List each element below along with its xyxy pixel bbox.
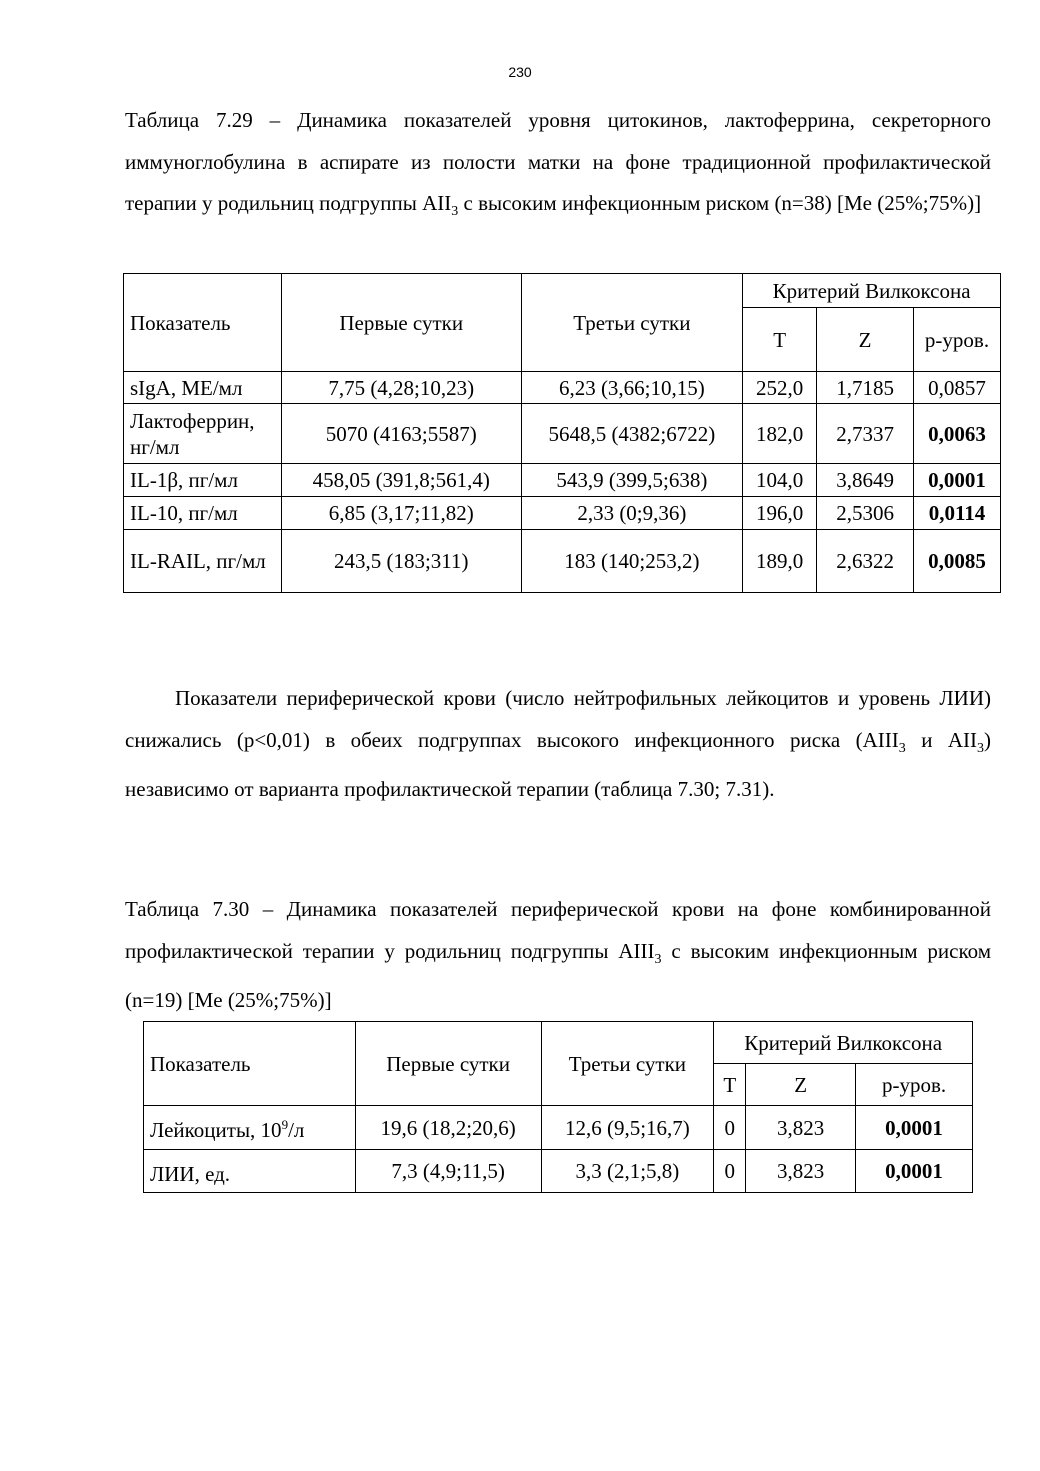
cell-day3: 2,33 (0;9,36) — [521, 497, 743, 530]
table-7-30 — [143, 1021, 973, 1193]
caption-subscript: 3 — [451, 204, 459, 220]
cell-t: 189,0 — [743, 530, 817, 593]
cell-day3: 5648,5 (4382;6722) — [521, 404, 743, 464]
cell-p: 0,0857 — [914, 372, 1001, 404]
cell-indicator — [144, 1150, 356, 1193]
cell-day1: 19,6 (18,2;20,6) — [355, 1106, 541, 1150]
cell-p: 0,0001 — [856, 1106, 973, 1150]
page-number: 230 — [508, 64, 532, 80]
table-header-row — [124, 274, 1001, 308]
cell-day1: 243,5 (183;311) — [281, 530, 521, 593]
cell-day1: 458,05 (391,8;561,4) — [281, 464, 521, 497]
header-p: р-уров. — [856, 1064, 973, 1106]
paragraph-subscript: 3 — [898, 740, 906, 756]
cell-day1: 6,85 (3,17;11,82) — [281, 497, 521, 530]
caption-text: Таблица 7.30 – Динамика показателей периферической крови на фоне комбинированной профилактической терапии у родильниц подгруппы АIII — [125, 897, 991, 963]
cell-z: 2,5306 — [817, 497, 914, 530]
paragraph-subscript: 3 — [977, 740, 984, 756]
cell-z: 2,7337 — [817, 404, 914, 464]
header-wilcoxon: Критерий Вилкоксона — [743, 274, 1001, 308]
header-indicator: Показатель — [144, 1022, 356, 1106]
table-row — [124, 404, 1001, 464]
cell-z: 3,823 — [746, 1150, 856, 1193]
cell-day3: 543,9 (399,5;638) — [521, 464, 743, 497]
cell-indicator — [144, 1106, 356, 1150]
paragraph-text: Показатели периферической крови (число нейтрофильных лейкоцитов и уровень ЛИИ) снижались (p<0,01) в обеих подгруппах высокого инфекционного риска (АIII — [125, 686, 991, 752]
table-row — [124, 497, 1001, 530]
cell-t: 196,0 — [743, 497, 817, 530]
cell-z: 3,823 — [746, 1106, 856, 1150]
cell-t: 0 — [714, 1106, 746, 1150]
caption-text-end: с высоким инфекционным риском (n=38) [Me (25%;75%)] — [458, 191, 982, 215]
cell-day3: 6,23 (3,66;10,15) — [521, 372, 743, 404]
cell-p: 0,0001 — [856, 1150, 973, 1193]
indicator-superscript: 9 — [281, 1117, 289, 1132]
cell-day3: 3,3 (2,1;5,8) — [541, 1150, 714, 1193]
caption-text-end: с высоким инфекционным риском (n=19) [Me (25%;75%)] — [125, 938, 991, 1013]
cell-p: 0,0001 — [914, 464, 1001, 497]
table-7-29 — [123, 273, 1001, 593]
header-t: T — [743, 308, 817, 372]
cell-t: 104,0 — [743, 464, 817, 497]
cell-day1: 7,75 (4,28;10,23) — [281, 372, 521, 404]
indicator-text: Лейкоциты, 10 — [150, 1118, 282, 1142]
cell-indicator: sIgA, МЕ/мл — [124, 372, 282, 404]
header-indicator: Показатель — [124, 274, 282, 372]
table-row — [144, 1150, 973, 1193]
header-day3: Третьи сутки — [521, 274, 743, 372]
cell-indicator: Лактоферрин, нг/мл — [124, 404, 282, 464]
cell-day1: 7,3 (4,9;11,5) — [355, 1150, 541, 1193]
caption-subscript: 3 — [654, 951, 662, 967]
indicator-unit: /л — [288, 1118, 305, 1142]
body-paragraph — [125, 678, 991, 811]
paragraph-text: ) независимо от варианта профилактической терапии (таблица 7.30; 7.31). — [125, 727, 991, 802]
cell-p: 0,0085 — [914, 530, 1001, 593]
table-row — [124, 372, 1001, 404]
indicator-text: ЛИИ, ед. — [150, 1161, 231, 1186]
header-t: T — [714, 1064, 746, 1106]
table-7-29-caption — [125, 100, 991, 233]
cell-day3: 183 (140;253,2) — [521, 530, 743, 593]
table-7-30-caption — [125, 889, 991, 1022]
cell-p: 0,0063 — [914, 404, 1001, 464]
header-wilcoxon: Критерий Вилкоксона — [714, 1022, 973, 1064]
cell-z: 3,8649 — [817, 464, 914, 497]
cell-t: 252,0 — [743, 372, 817, 404]
header-z: Z — [746, 1064, 856, 1106]
table-row — [124, 530, 1001, 593]
cell-z: 1,7185 — [817, 372, 914, 404]
header-z: Z — [817, 308, 914, 372]
caption-text: Таблица 7.29 – Динамика показателей уровня цитокинов, лактоферрина, секреторного иммуноглобулина в аспирате из полости матки на фоне традиционной профилактической терапии у родильниц подгруппы АII — [125, 108, 991, 215]
cell-indicator: IL-RAIL, пг/мл — [124, 530, 282, 593]
cell-indicator: IL-10, пг/мл — [124, 497, 282, 530]
cell-t: 0 — [714, 1150, 746, 1193]
cell-t: 182,0 — [743, 404, 817, 464]
cell-day1: 5070 (4163;5587) — [281, 404, 521, 464]
cell-z: 2,6322 — [817, 530, 914, 593]
cell-day3: 12,6 (9,5;16,7) — [541, 1106, 714, 1150]
cell-p: 0,0114 — [914, 497, 1001, 530]
cell-indicator: IL-1β, пг/мл — [124, 464, 282, 497]
header-day1: Первые сутки — [281, 274, 521, 372]
table-row — [124, 464, 1001, 497]
header-p: р-уров. — [914, 308, 1001, 372]
header-day3: Третьи сутки — [541, 1022, 714, 1106]
table-header-row — [144, 1022, 973, 1064]
table-row — [144, 1106, 973, 1150]
header-day1: Первые сутки — [355, 1022, 541, 1106]
paragraph-text: и АII — [905, 727, 977, 752]
